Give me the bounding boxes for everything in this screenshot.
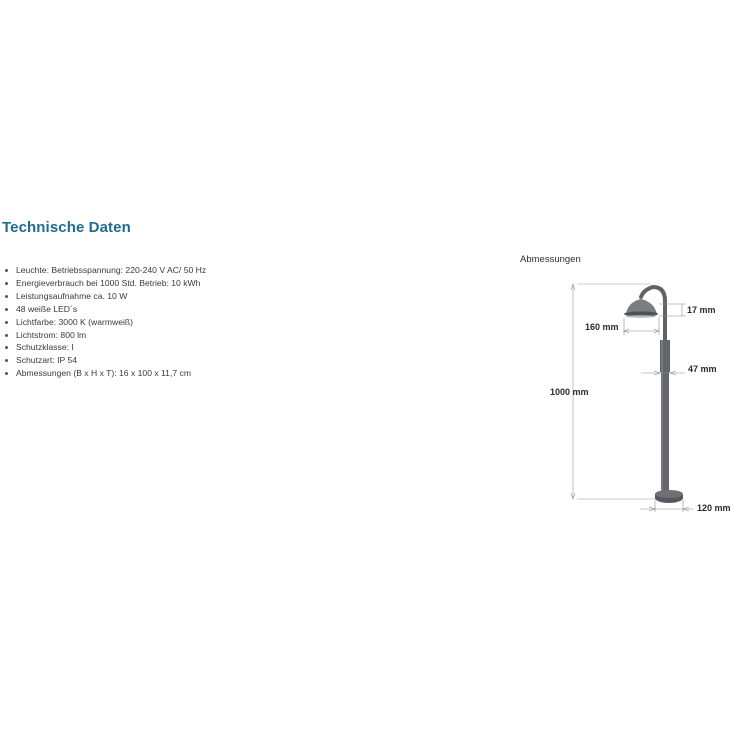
label-height: 1000 mm <box>550 387 589 397</box>
lamp-body <box>624 287 683 503</box>
spec-item: Schutzart: IP 54 <box>4 354 206 367</box>
label-shade-height: 17 mm <box>687 305 716 315</box>
section-title: Technische Daten <box>2 219 131 236</box>
spec-item: Leuchte: Betriebsspannung: 220-240 V AC/ 50 Hz <box>4 264 206 277</box>
spec-item: Abmessungen (B x H x T): 16 x 100 x 11,7 cm <box>4 367 206 380</box>
label-shade-width: 160 mm <box>585 322 619 332</box>
label-base-diameter: 120 mm <box>697 503 731 513</box>
dimensions-title: Abmessungen <box>520 254 581 265</box>
spec-item: 48 weiße LED´s <box>4 303 206 316</box>
spec-item: Schutzklasse: I <box>4 341 206 354</box>
spec-item: Lichtstrom: 800 lm <box>4 329 206 342</box>
spec-item: Energieverbrauch bei 1000 Std. Betrieb: 10 kWh <box>4 277 206 290</box>
spec-item: Lichtfarbe: 3000 K (warmweiß) <box>4 316 206 329</box>
label-pole-diameter: 47 mm <box>688 364 717 374</box>
shade-width-dimension-line <box>624 318 659 335</box>
spec-item: Leistungsaufnahme ca. 10 W <box>4 290 206 303</box>
